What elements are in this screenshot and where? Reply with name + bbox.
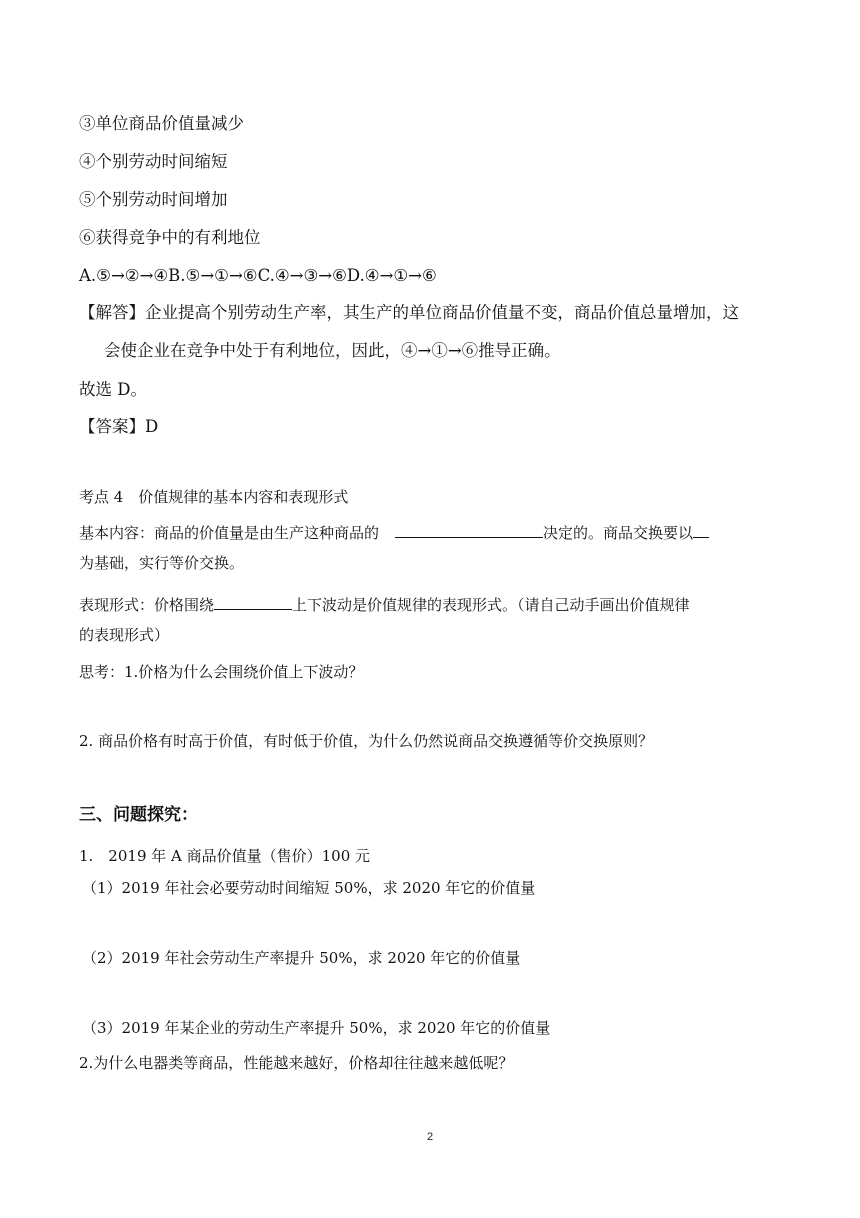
question-1-part-2: （2）2019 年社会劳动生产率提升 50%，求 2020 年它的价值量 xyxy=(82,949,521,967)
blank-1[interactable] xyxy=(395,521,543,538)
basic-content-line xyxy=(79,521,709,543)
question-1-part-1: （1）2019 年社会必要劳动时间缩短 50%，求 2020 年它的价值量 xyxy=(82,879,536,897)
blank-2[interactable] xyxy=(693,521,709,538)
form-line-2: 的表现形式） xyxy=(79,626,170,644)
option-3: ③单位商品价值量减少 xyxy=(79,114,244,133)
section-heading: 三、问题探究： xyxy=(79,805,198,825)
think-question-2: 2. 商品价格有时高于价值，有时低于价值，为什么仍然说商品交换遵循等价交换原则？ xyxy=(79,732,654,750)
form-suffix: 上下波动是价值规律的表现形式。（请自己动手画出价值规律 xyxy=(292,596,690,614)
solution-line-2: 会使企业在竞争中处于有利地位，因此，④→①→⑥推导正确。 xyxy=(104,341,561,360)
option-6: ⑥获得竞争中的有利地位 xyxy=(79,228,261,247)
question-1: 1. 2019 年 A 商品价值量（售价）100 元 xyxy=(79,847,371,865)
form-line xyxy=(79,593,690,615)
solution-label: 【解答】 xyxy=(79,303,145,322)
option-4: ④个别劳动时间缩短 xyxy=(79,152,228,171)
basic-content-prefix: 基本内容：商品的价值量是由生产这种商品的 xyxy=(79,524,380,542)
answer-choices: A.⑤→②→④B.⑤→①→⑥C.④→③→⑥D.④→①→⑥ xyxy=(79,266,437,285)
question-1-part-3: （3）2019 年某企业的劳动生产率提升 50%，求 2020 年它的价值量 xyxy=(82,1019,551,1037)
question-2: 2.为什么电器类等商品，性能越来越好，价格却往往越来越低呢？ xyxy=(79,1054,514,1072)
solution-text-1: 企业提高个别劳动生产率，其生产的单位商品价值量不变，商品价值总量增加，这 xyxy=(145,303,739,322)
option-5: ⑤个别劳动时间增加 xyxy=(79,190,228,209)
solution-line-1 xyxy=(79,303,739,323)
basic-content-middle: 决定的。商品交换要以 xyxy=(543,524,694,542)
form-prefix: 表现形式：价格围绕 xyxy=(79,596,215,614)
basic-content-line-2: 为基础，实行等价交换。 xyxy=(79,554,245,572)
page-number: 2 xyxy=(426,1131,434,1143)
think-question-1: 思考：1.价格为什么会围绕价值上下波动？ xyxy=(79,663,364,681)
solution-conclusion: 故选 D。 xyxy=(79,380,147,399)
blank-3[interactable] xyxy=(214,593,292,610)
answer-line: 【答案】D xyxy=(79,417,159,436)
kaodian-title: 考点 4 价值规律的基本内容和表现形式 xyxy=(79,488,349,506)
